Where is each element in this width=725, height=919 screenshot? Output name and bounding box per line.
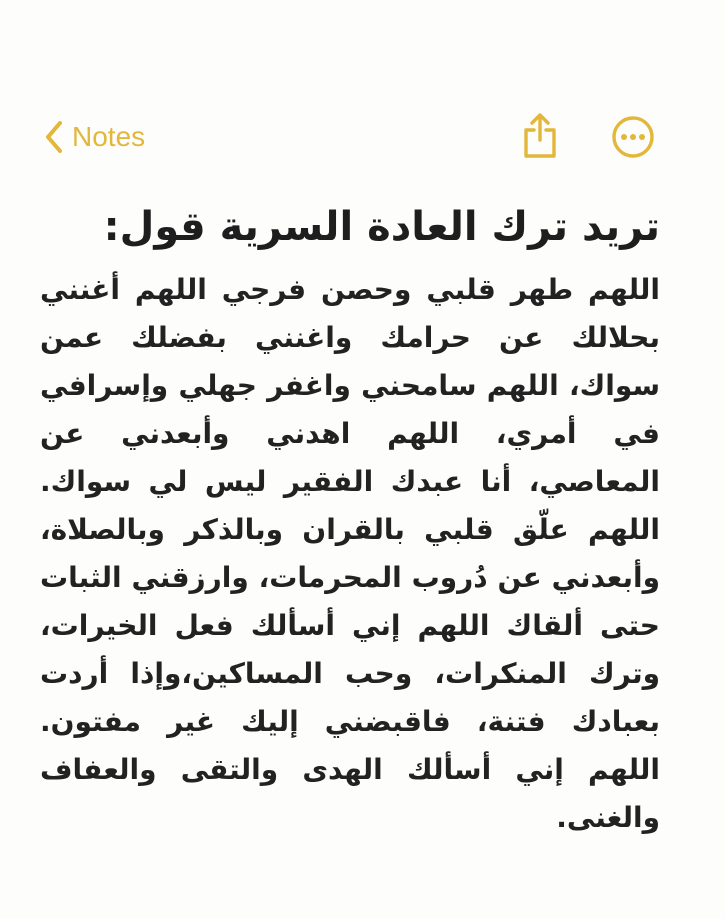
note-content[interactable] bbox=[40, 190, 660, 842]
share-icon[interactable] bbox=[520, 112, 560, 160]
back-button-label: Notes bbox=[72, 121, 146, 152]
ellipsis-circle-icon[interactable] bbox=[611, 115, 655, 159]
back-button[interactable] bbox=[44, 120, 145, 154]
chevron-left-icon bbox=[44, 120, 64, 154]
note-body: اللهم طهر قلبي وحصن فرجي اللهم أغنني بحلالك عن حرامك واغنني بفضلك عمن سواك، اللهم سامحني واغفر جهلي وإسرافي في أمري، اللهم اهدني وأبعدني عن المعاصي، أنا عبدك الفقير ليس لي سواك. اللهم علّق قلبي بالقران وبالذكر وبالصلاة، وأبعدني عن دُروب المحرمات، وارزقني الثبات حتى ألقاك اللهم إني أسألك فعل الخيرات، وترك المنكرات، وحب المساكين،وإذا أردت بعبادك فتنة، فاقبضني إليك غير مفتون. اللهم إني أسألك الهدى والتقى والعفاف والغنى. bbox=[40, 273, 660, 834]
note-title: تريد ترك العادة السرية قول: bbox=[103, 204, 660, 250]
faded-date-text bbox=[200, 148, 460, 172]
